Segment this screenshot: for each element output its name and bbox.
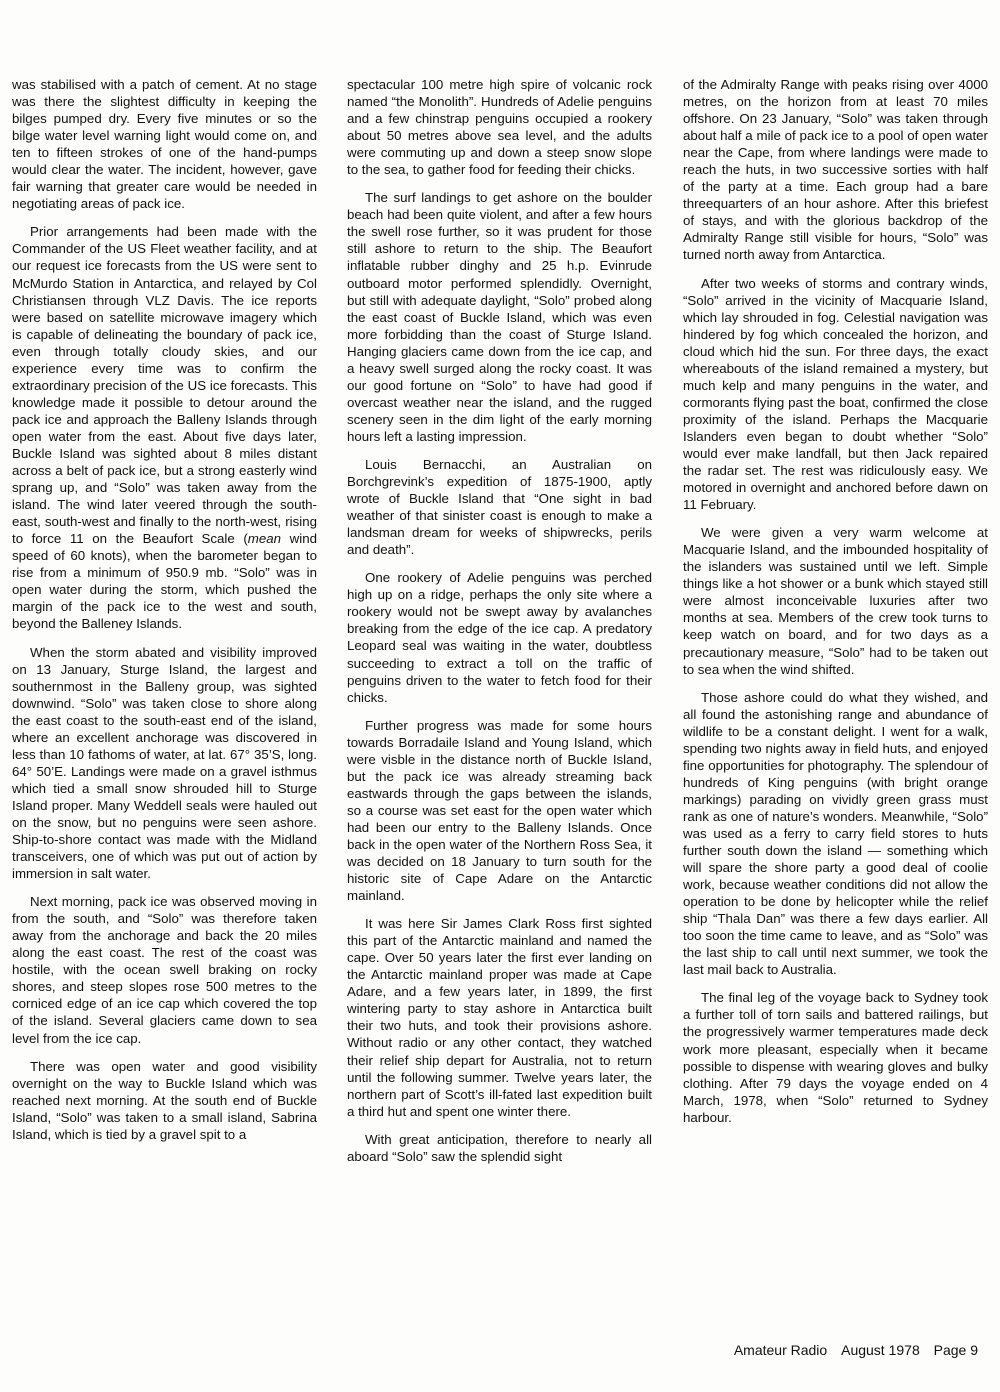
issue-date: August 1978 xyxy=(841,1342,920,1358)
paragraph xyxy=(12,223,317,632)
page-footer xyxy=(734,1341,978,1359)
paragraph: We were given a very warm welcome at Macquarie Island, and the imbounded hospitality of the islanders was sustained until we left. Simple things like a hot shower or a bunk which stayed still were almost inconceivable luxuries after two months at sea. Members of the crew took turns to keep watch on board, and for two days as a precautionary measure, “Solo” had to be taken out to sea when the wind shifted. xyxy=(683,525,988,677)
paragraph: With great anticipation, therefore to nearly all aboard “Solo” saw the splendid sight xyxy=(347,1131,652,1164)
paragraph: There was open water and good visibility overnight on the way to Buckle Island which was reached next morning. At the south end of Buckle Island, “Solo” was taken to a small island, Sabrina Island, which is tied by a gravel spit to a xyxy=(12,1058,317,1142)
paragraph: spectacular 100 metre high spire of volcanic rock named “the Monolith”. Hundreds of Adelie penguins and a few chinstrap penguins occupied a rookery about 50 metres above sea level, and the adults were commuting up and down a steep snow slope to the sea, to gather food for feeding their chicks. xyxy=(347,77,652,178)
paragraph: One rookery of Adelie penguins was perched high up on a ridge, perhaps the only site where a rookery would not be swept away by avalanches breaking from the edge of the ice cap. A predatory Leopard seal was waiting in the water, doubtless succeeding to extract a toll on the traffic of penguins driven to the water to fetch food for their chicks. xyxy=(347,570,652,705)
paragraph: Next morning, pack ice was observed moving in from the south, and “Solo” was therefore taken away from the anchorage and back the 20 miles along the east coast. The rest of the coast was hostile, with the ocean swell braking on rocky shores, and steep slopes rose 500 metres to the corniced edge of an ice cap which covered the top of the island. Several glaciers came down to sea level from the ice cap. xyxy=(12,894,317,1046)
paragraph: The final leg of the voyage back to Sydney took a further toll of torn sails and battered railings, but the progressively warmer temperatures made deck work more pleasant, especially when it became possible to dispense with wearing gloves and bulky clothing. After 79 days the voyage ended on 4 March, 1978, when “Solo” returned to Sydney harbour. xyxy=(683,990,988,1125)
paragraph: Those ashore could do what they wished, and all found the astonishing range and abundance of wildlife to be a constant delight. I went for a walk, spending two nights away in field huts, and enjoyed fine opportunities for photography. The splendour of hundreds of King penguins (with bright orange markings) parading on vividly green grass must rank as one of nature’s wonders. Meanwhile, “Solo” was used as a ferry to carry field stores to huts further south down the island — something which will spare the shore party a good deal of coolie work, because weather conditions did not allow the operation to be done by helicopter while the relief ship “Thala Dan” was there a few days earlier. All too soon the time came to leave, and as “Solo” was the last ship to call until next summer, we took the last mail back to Australia. xyxy=(683,689,988,978)
paragraph: After two weeks of storms and contrary winds, “Solo” arrived in the vicinity of Macquarie Island, which lay shrouded in fog. Celestial navigation was hindered by fog which concealed the horizon, and cloud which hid the sun. For three days, the exact whereabouts of the island remained a mystery, but much kelp and many penguins in the water, and cormorants flying past the boat, confirmed the close proximity of the island. Perhaps the Macquarie Islanders even began to doubt whether “Solo” would ever make landfall, but then Jack repaired the radar set. The rest was ridiculously easy. We motored in overnight and anchored before dawn on 11 February. xyxy=(683,275,988,513)
paragraph-text: wind speed of 60 knots), when the barometer began to rise from a minimum of 950.9 mb. “Solo” was in open water during the storm, which pushed the margin of the pack ice to the west and south, beyond the Balleney Islands. xyxy=(12,531,317,632)
paragraph: The surf landings to get ashore on the boulder beach had been quite violent, and after a few hours the swell rose further, so it was prudent for those still ashore to return to the ship. The Beaufort inflatable rubber dinghy and 25 h.p. Evinrude outboard motor performed splendidly. Overnight, but still with adequate daylight, “Solo” probed along the east coast of Buckle Island, which was even more forbidding than the coast of Sturge Island. Hanging glaciers came down from the ice cap, and a heavy swell surged along the rocky coast. It was our good fortune on “Solo” to have had good if overcast weather near the island, and the rugged scenery seen in the dim light of the early morning hours left a lasting impression. xyxy=(347,190,652,444)
paragraph: When the storm abated and visibility improved on 13 January, Sturge Island, the largest and southernmost in the Balleny group, was sighted downwind. “Solo” was taken close to shore along the east coast to the south-east end of the island, where an excellent anchorage was discovered in less than 10 fathoms of water, at lat. 67° 35’S, long. 64° 50’E. Landings were made on a gravel isthmus which tied a small snow shrouded hill to Sturge Island proper. Many Weddell seals were hauled out on the snow, but no penguins were seen ashore. Ship-to-shore contact was made with the Midland transceivers, one of which was put out of action by immersion in salt water. xyxy=(12,644,317,882)
paragraph: Louis Bernacchi, an Australian on Borchgrevink’s expedition of 1875-1900, aptly wrote of Buckle Island that “One sight in bad weather of that sinister coast is enough to make a landsman dream for weeks of shipwrecks, perils and death”. xyxy=(347,456,652,558)
text-column-2 xyxy=(347,76,652,1176)
paragraph: Further progress was made for some hours towards Borradaile Island and Young Island, which were visble in the distance north of Buckle Island, but the pack ice was already streaming back eastwards through the gaps between the islands, so a course was set east for the open water which had been our entry to the Balleny Islands. Once back in the open water of the Northern Ross Sea, it was decided on 18 January to turn south for the historic site of Cape Adare on the Antarctic mainland. xyxy=(347,717,652,904)
text-column-3 xyxy=(683,76,988,1137)
paragraph-text: Prior arrangements had been made with the Commander of the US Fleet weather facility, and at our request ice forecasts from the US were sent to McMurdo Station in Antarctica, and relayed by Col Christiansen through VLZ Davis. The ice reports were based on satellite microwave imagery which is capable of delineating the boundary of pack ice, even through totally cloudy skies, and our experience every time was to confirm the extraordinary precision of the US ice forecasts. This knowledge made it possible to detour around the pack ice and approach the Balleny Islands through open water from the east. About five days later, Buckle Island was sighted about 8 miles distant across a belt of pack ice, but a strong easterly wind sprang up, and “Solo” was taken away from the island. The wind later veered through the south-east, south-west and finally to the north-west, rising to force 11 on the Beaufort Scale ( xyxy=(12,224,317,547)
paragraph: of the Admiralty Range with peaks rising over 4000 metres, on the horizon from at least 70 miles offshore. On 23 January, “Solo” was taken through about half a mile of pack ice to a pool of open water near the Cape, from where landings were made to reach the huts, in two successive sorties with half of the party at a time. Each group had a bare threequarters of an hour ashore. After this briefest of stays, and with the glorious backdrop of the Admiralty Range still visible for hours, “Solo” was turned north away from Antarctica. xyxy=(683,77,988,263)
magazine-title: Amateur Radio xyxy=(733,1342,828,1358)
emphasis-text: mean xyxy=(247,531,282,547)
page-number: Page 9 xyxy=(933,1342,978,1358)
text-column-1 xyxy=(12,76,317,1154)
paragraph: It was here Sir James Clark Ross first sighted this part of the Antarctic mainland and named the cape. Over 50 years later the first ever landing on the Antarctic mainland proper was made at Cape Adare, and a few years later, in 1899, the first wintering party to stay ashore in Antarctica built their two huts, and took their provisions ashore. Without radio or any other contact, they watched their relief ship depart for Australia, not to return until the following summer. Twelve years later, the northern part of Scott’s ill-fated last expedition built a third hut and spent one winter there. xyxy=(347,916,652,1119)
paragraph: was stabilised with a patch of cement. At no stage was there the slightest difficulty in keeping the bilges pumped dry. Every five minutes or so the bilge water level warning light would come on, and ten to fifteen strokes of one of the hand-pumps would clear the water. The incident, however, gave fair warning that greater care would be needed in negotiating areas of pack ice. xyxy=(12,77,317,212)
